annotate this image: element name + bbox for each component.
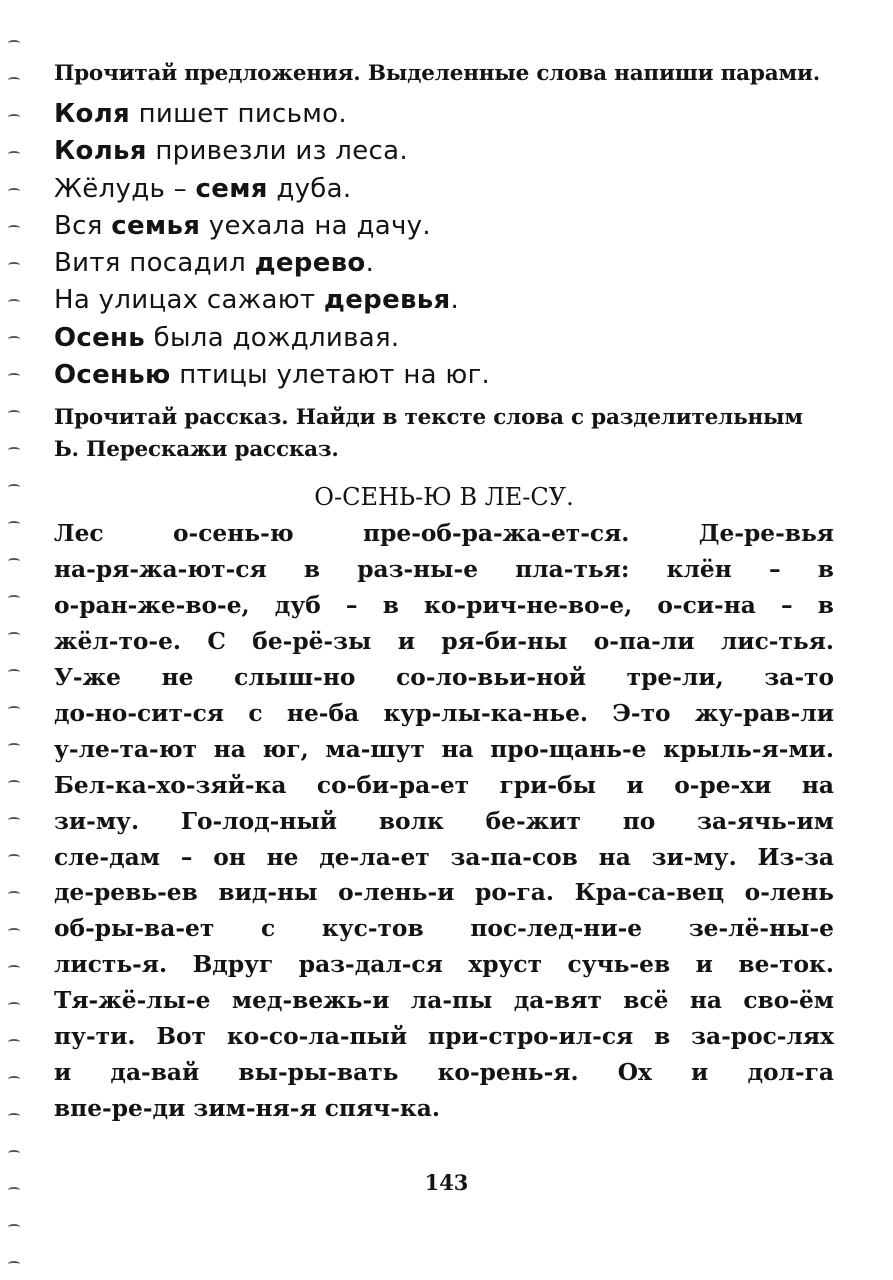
story-line: и да-вай вы-ры-вать ко-рень-я. Ох и дол-га (54, 1058, 834, 1086)
page-number: 143 (424, 1170, 469, 1195)
page-content (54, 58, 834, 1127)
binding-mark (8, 225, 20, 231)
story-line: жёл-то-е. С бе-рё-зы и ря-би-ны о-па-ли лис-тья. (54, 628, 834, 656)
binding-mark (8, 1150, 20, 1156)
binding-mark (8, 1039, 20, 1045)
binding-mark (8, 928, 20, 934)
binding-mark (8, 854, 20, 860)
binding-edge (0, 0, 40, 1280)
binding-mark (8, 632, 20, 638)
exercise-2-instruction: Прочитай рассказ. Найди в тексте слова с разделительным Ь. Перескажи рассказ. (54, 405, 803, 463)
binding-mark (8, 447, 20, 453)
binding-mark (8, 299, 20, 305)
story-line: зи-му. Го-лод-ный волк бе-жит по за-ячь-им (54, 807, 834, 835)
binding-mark (8, 891, 20, 897)
sentence: Витя посадил дерево. (54, 248, 375, 279)
story-line: об-ры-ва-ет с кус-тов пос-лед-ни-е зе-лё-ны-е (54, 915, 834, 943)
binding-mark (8, 40, 20, 46)
binding-mark (8, 965, 20, 971)
story-line: до-но-сит-ся с не-ба кур-лы-ка-нье. Э-то жу-рав-ли (54, 699, 834, 727)
story-line: листь-я. Вдруг раз-дал-ся хруст сучь-ев и ве-ток. (54, 951, 834, 979)
story-line: пу-ти. Вот ко-со-ла-пый при-стро-ил-ся в за-рос-лях (54, 1023, 834, 1051)
sentence: Вся семья уехала на дачу. (54, 210, 431, 241)
story-line: Тя-жё-лы-е мед-вежь-и ла-пы да-вят всё на сво-ём (54, 987, 834, 1015)
sentence: Колья привезли из леса. (54, 136, 408, 167)
binding-mark (8, 114, 20, 120)
binding-mark (8, 1261, 20, 1267)
binding-mark (8, 1002, 20, 1008)
story-line: на-ря-жа-ют-ся в раз-ны-е пла-тья: клён – в (54, 556, 834, 584)
binding-mark (8, 595, 20, 601)
binding-mark (8, 410, 20, 416)
story-line: Лес о-сень-ю пре-об-ра-жа-ет-ся. Де-ре-вья (54, 520, 834, 548)
binding-mark (8, 484, 20, 490)
binding-mark (8, 151, 20, 157)
binding-mark (8, 1076, 20, 1082)
sentence-list (54, 96, 834, 394)
story-line: де-ревь-ев вид-ны о-лень-и ро-га. Кра-са-вец о-лень (54, 879, 834, 907)
binding-mark (8, 817, 20, 823)
binding-mark (8, 77, 20, 83)
binding-mark (8, 706, 20, 712)
binding-mark (8, 521, 20, 527)
binding-mark (8, 336, 20, 342)
sentence: Осень была дождливая. (54, 322, 400, 353)
binding-mark (8, 743, 20, 749)
story-line: сле-дам – он не де-ла-ет за-па-сов на зи-му. Из-за (54, 843, 834, 871)
story-title: О-СЕНЬ-Ю В ЛЕ-СУ. (314, 483, 574, 512)
sentence: На улицах сажают деревья. (54, 285, 460, 316)
exercise-1-instruction: Прочитай предложения. Выделенные слова напиши парами. (54, 61, 820, 86)
binding-mark (8, 373, 20, 379)
binding-mark (8, 780, 20, 786)
story-line: впе-ре-ди зим-ня-я спяч-ка. (54, 1094, 440, 1122)
story-line: о-ран-же-во-е, дуб – в ко-рич-не-во-е, о-си-на – в (54, 592, 834, 620)
story-text (54, 516, 834, 1126)
story-line: у-ле-та-ют на юг, ма-шут на про-щань-е крыль-я-ми. (54, 735, 834, 763)
binding-mark (8, 1113, 20, 1119)
binding-mark (8, 669, 20, 675)
sentence: Жёлудь – семя дуба. (54, 173, 352, 204)
binding-mark (8, 262, 20, 268)
story-line: Бел-ка-хо-зяй-ка со-би-ра-ет гри-бы и о-ре-хи на (54, 771, 834, 799)
sentence: Осенью птицы улетают на юг. (54, 360, 491, 391)
binding-mark (8, 188, 20, 194)
binding-mark (8, 558, 20, 564)
binding-mark (8, 1224, 20, 1230)
sentence: Коля пишет письмо. (54, 99, 347, 129)
story-line: У-же не слыш-но со-ло-вьи-ной тре-ли, за-то (54, 664, 834, 691)
